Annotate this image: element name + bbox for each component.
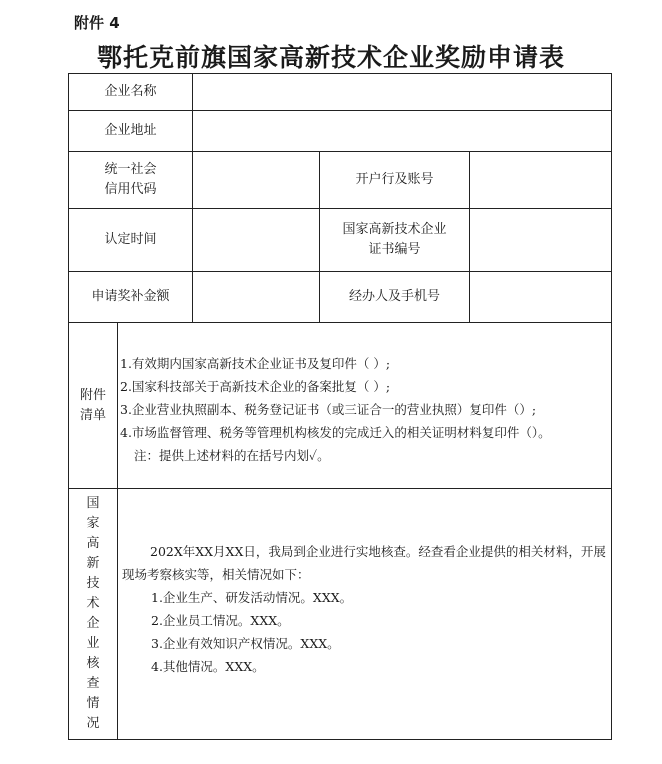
list-item: 4.市场监督管理、税务等管理机构核发的完成迁入的相关证明材料复印件（）。 — [120, 425, 551, 440]
list-item: 2.国家科技部关于高新技术企业的备案批复（ ）; — [120, 379, 391, 394]
row-divider — [69, 322, 611, 323]
annex-label: 附件 4 — [74, 14, 120, 32]
field-bank-account[interactable] — [470, 152, 611, 208]
list-item: 4.其他情况。XXX。 — [151, 659, 265, 674]
col-divider — [117, 322, 118, 739]
verification-content — [122, 540, 608, 678]
list-item: 2.企业员工情况。XXX。 — [151, 613, 290, 628]
field-credit-code[interactable] — [193, 152, 319, 208]
list-item: 3.企业营业执照副本、税务登记证书（或三证合一的营业执照）复印件（）; — [120, 402, 537, 417]
label-award-amount: 申请奖补金额 — [91, 289, 170, 304]
field-award-amount[interactable] — [193, 272, 319, 322]
attachments-label: 附件清单 — [79, 387, 106, 423]
label-handler-phone: 经办人及手机号 — [348, 289, 440, 304]
list-item: 3.企业有效知识产权情况。XXX。 — [151, 636, 340, 651]
row-divider — [69, 488, 611, 489]
verification-label: 国家高新技术企业核查情况 — [86, 496, 100, 731]
label-certificate-no: 国家高新技术企业 证书编号 — [342, 222, 447, 257]
field-company-name[interactable] — [193, 74, 611, 110]
label-company-name: 企业名称 — [104, 84, 157, 99]
field-certified-date[interactable] — [193, 209, 319, 271]
field-handler-phone[interactable] — [470, 272, 611, 322]
list-item: 1.有效期内国家高新技术企业证书及复印件（ ）; — [120, 356, 391, 371]
label-credit-code: 统一社会 信用代码 — [104, 162, 157, 197]
attachment-note: 注：提供上述材料的在括号内划✓。 — [134, 448, 330, 463]
form-title: 鄂托克前旗国家高新技术企业奖励申请表 — [96, 43, 565, 72]
label-company-address: 企业地址 — [104, 123, 157, 138]
field-company-address[interactable] — [193, 111, 611, 151]
label-certified-date: 认定时间 — [104, 232, 157, 247]
attachment-list — [120, 352, 605, 467]
verification-intro: 202X年XX月XX日，我局到企业进行实地核查。经查看企业提供的相关材料，开展现场考察核实等，相关情况如下： — [122, 544, 606, 582]
list-item: 1.企业生产、研发活动情况。XXX。 — [151, 590, 353, 605]
label-bank-account: 开户行及账号 — [355, 172, 434, 187]
field-certificate-no[interactable] — [470, 209, 611, 271]
